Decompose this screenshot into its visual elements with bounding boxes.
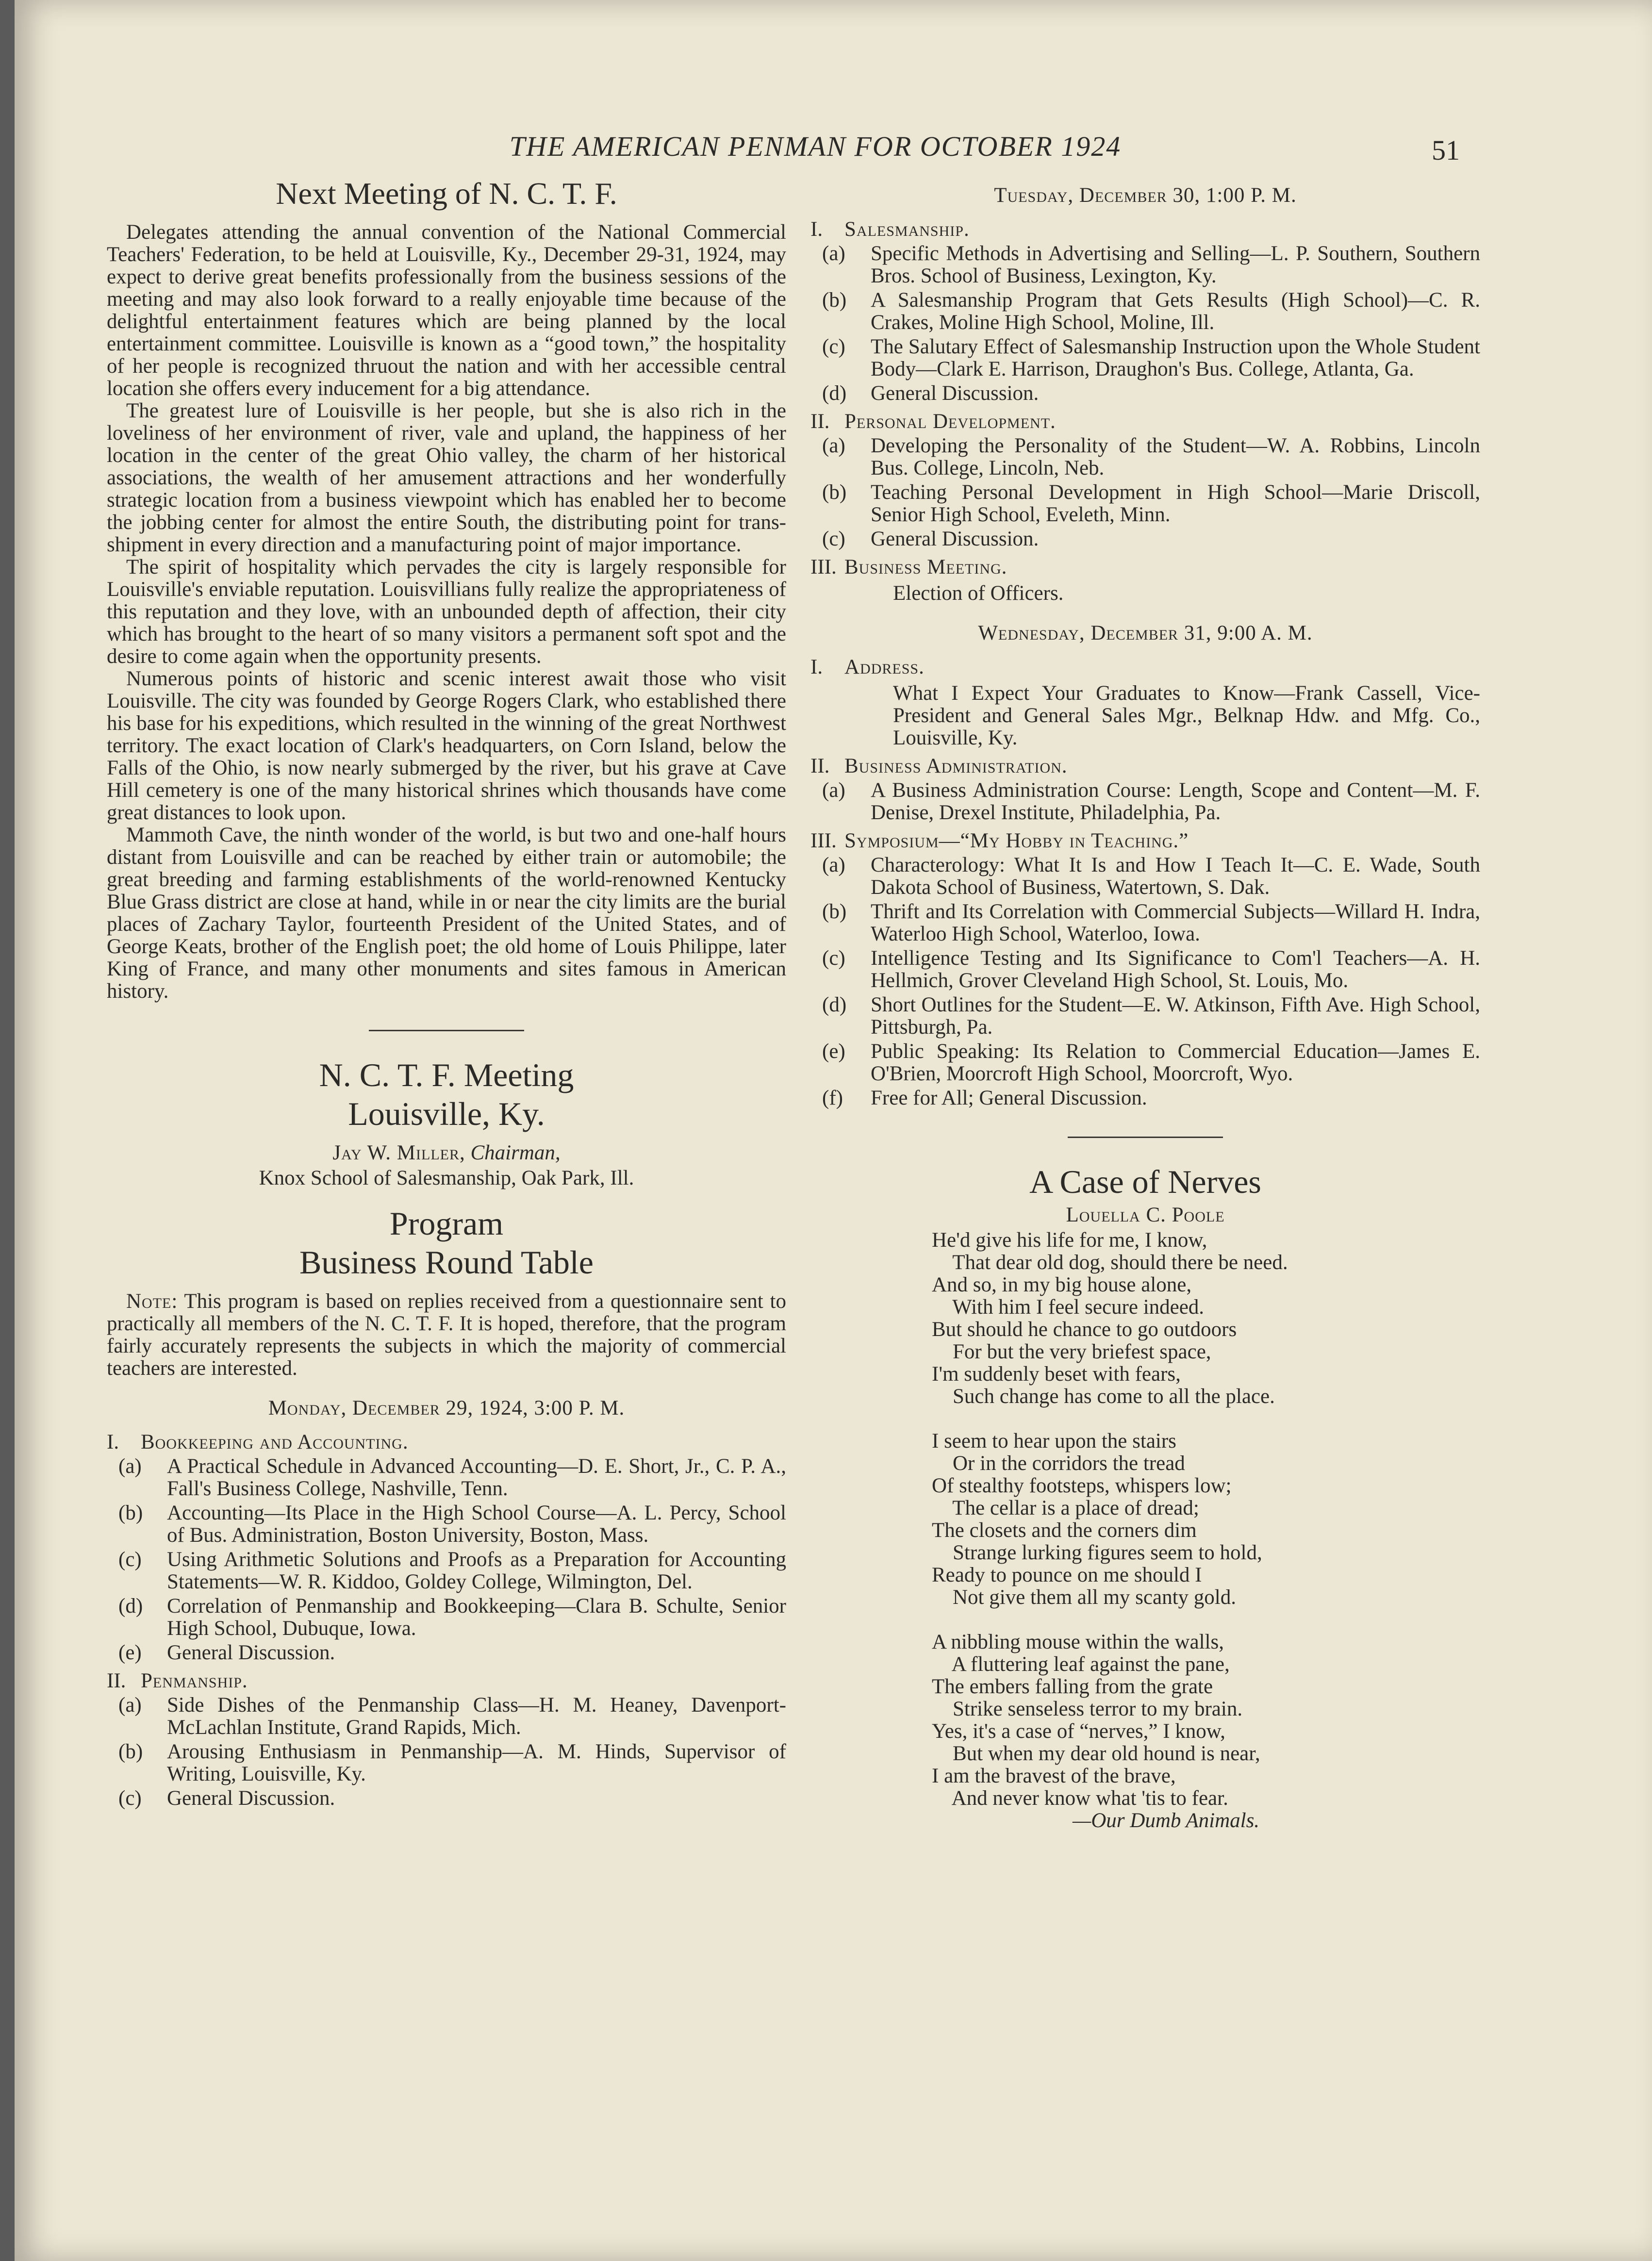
item-label: (f) <box>822 1087 843 1109</box>
item-text: A Salesmanship Program that Gets Results (High School)—C. R. Crakes, Moline High School, Moline, Ill. <box>871 289 1480 334</box>
section-title: Salesmanship. <box>844 218 970 241</box>
item-text: General Discussion. <box>871 528 1039 550</box>
poem-line: He'd give his life for me, I know, <box>932 1229 1207 1252</box>
section-title: Symposium—“My Hobby in Teaching.” <box>844 829 1189 852</box>
program-section-heading <box>810 411 1480 433</box>
program-item <box>822 854 1480 899</box>
poem-line: A fluttering leaf against the pane, <box>932 1653 1230 1676</box>
poem-line: But when my dear old hound is near, <box>932 1742 1260 1765</box>
section-number: I. <box>810 218 823 241</box>
section-title: Personal Development. <box>844 410 1056 433</box>
item-label: (c) <box>118 1548 142 1571</box>
running-head: THE AMERICAN PENMAN FOR OCTOBER 1924 <box>509 131 1122 162</box>
item-label: (b) <box>822 481 847 504</box>
program-item <box>822 481 1480 526</box>
poem-line: A nibbling mouse within the walls, <box>932 1631 1224 1653</box>
article-body <box>107 221 786 1003</box>
section-number: III. <box>810 556 837 578</box>
item-text: General Discussion. <box>871 382 1039 405</box>
poem-line: And so, in my big house alone, <box>932 1273 1192 1296</box>
program-item <box>822 947 1480 992</box>
item-label: (b) <box>822 289 847 312</box>
item-text: Side Dishes of the Penmanship Class—H. M. Heaney, Davenport-McLachlan Institute, Grand Rapids, Mich. <box>167 1694 786 1739</box>
poem-line: Strike senseless terror to my brain. <box>932 1698 1243 1720</box>
poem-stanza <box>932 1229 1480 1408</box>
item-label: (b) <box>822 900 847 923</box>
article-paragraph: The greatest lure of Louisville is her people, but she is also rich in the loveliness of her environment of river, vale and upland, the happiness of her location in the center of the great Ohio valley, the charm of her historical associations, the wealth of her amusement attractions and her wonderfully strategic location from a business viewpoint which has enabled her to become the jobbing center for almost the entire South, the distributing point for trans-shipment in every direction and a manufacturing point of major importance. <box>107 399 786 556</box>
item-label: (c) <box>822 947 845 970</box>
article-subtitle-location: Louisville, Ky. <box>348 1095 545 1132</box>
item-label: (b) <box>118 1740 143 1763</box>
section-title: Business Meeting. <box>844 556 1008 578</box>
item-text: Intelligence Testing and Its Significance to Com'l Teachers—A. H. Hellmich, Grover Cleveland High School, St. Louis, Mo. <box>871 947 1480 992</box>
program-item <box>822 1087 1480 1109</box>
program-item: Election of Officers. <box>893 582 1064 605</box>
program-item <box>118 1642 786 1664</box>
section-number: II. <box>107 1669 126 1692</box>
item-text: Teaching Personal Development in High School—Marie Driscoll, Senior High School, Eveleth, Minn. <box>871 481 1480 526</box>
program-item <box>822 336 1480 380</box>
item-label: (c) <box>822 528 845 550</box>
program-item <box>118 1595 786 1640</box>
program-item <box>822 528 1480 550</box>
item-text: The Salutary Effect of Salesmanship Instruction upon the Whole Student Body—Clark E. Harrison, Draughon's Bus. College, Atlanta, Ga. <box>871 335 1480 380</box>
program-item <box>118 1694 786 1739</box>
program-item <box>822 243 1480 287</box>
divider-rule <box>369 1030 524 1031</box>
tuesday-sessions <box>810 218 1480 605</box>
note-label: Note: <box>126 1290 178 1313</box>
program-item <box>118 1549 786 1593</box>
program-item <box>118 1741 786 1785</box>
poem-source: —Our Dumb Animals. <box>1073 1809 1260 1832</box>
poem-stanza <box>932 1430 1480 1609</box>
poem-author: Louella C. Poole <box>1066 1204 1225 1226</box>
item-label: (a) <box>822 854 845 876</box>
program-section-heading <box>107 1670 786 1692</box>
program-item <box>118 1455 786 1500</box>
article-title-meeting: N. C. T. F. Meeting <box>319 1056 574 1093</box>
section-number: II. <box>810 755 830 777</box>
item-label: (c) <box>822 335 845 358</box>
program-section-heading <box>810 656 1480 678</box>
poem-stanza <box>932 1631 1480 1810</box>
item-text: Thrift and Its Correlation with Commercial Subjects—Willard H. Indra, Waterloo High School, Waterloo, Iowa. <box>871 900 1480 945</box>
program-section-heading <box>810 218 1480 241</box>
item-text: Public Speaking: Its Relation to Commercial Education—James E. O'Brien, Moorcroft High School, Moorcroft, Wyo. <box>871 1040 1480 1085</box>
poem-line: But should he chance to go outdoors <box>932 1318 1237 1341</box>
poem-line: The embers falling from the grate <box>932 1675 1213 1698</box>
poem-line: Yes, it's a case of “nerves,” I know, <box>932 1720 1225 1743</box>
poem-line: Strange lurking figures seem to hold, <box>932 1541 1262 1564</box>
program-section-heading <box>810 755 1480 777</box>
divider-rule <box>1068 1137 1223 1138</box>
program-item <box>822 779 1480 824</box>
item-text: Accounting—Its Place in the High School Course—A. L. Percy, School of Bus. Administration, Boston University, Boston, Mass. <box>167 1502 786 1547</box>
poem-line: I'm suddenly beset with fears, <box>932 1363 1181 1386</box>
magazine-page <box>15 0 1652 2261</box>
section-number: I. <box>107 1431 119 1453</box>
section-title: Penmanship. <box>141 1669 248 1692</box>
program-item <box>118 1787 786 1810</box>
chairman-name: Jay W. Miller, <box>332 1141 465 1164</box>
round-table-title: Business Round Table <box>299 1244 594 1281</box>
article-title-next-meeting: Next Meeting of N. C. T. F. <box>276 176 617 211</box>
right-column <box>810 184 1480 1832</box>
poem-line: I am the bravest of the brave, <box>932 1765 1176 1787</box>
left-column <box>107 175 786 1812</box>
article-paragraph: Numerous points of historic and scenic interest await those who visit Louisville. The city was founded by George Rogers Clark, who established there his base for his expeditions, which resulted in the winning of the great Northwest territory. The exact location of Clark's headquarters, on Corn Island, below the Falls of the Ohio, is now nearly submerged by the river, but his grave at Cave Hill cemetery is one of the many historical shrines which thousands have come great distances to look upon. <box>107 667 786 824</box>
section-number: I. <box>810 656 823 678</box>
item-label: (d) <box>118 1595 143 1617</box>
item-label: (d) <box>822 382 847 405</box>
program-item <box>822 994 1480 1039</box>
note-text: This program is based on replies received from a questionnaire sent to practically all members of the N. C. T. F. It is hoped, therefore, that the program fairly accurately represents the subjects in which the majority of commercial teachers are interested. <box>107 1290 786 1380</box>
poem-line: Of stealthy footsteps, whispers low; <box>932 1474 1232 1497</box>
program-item <box>118 1502 786 1547</box>
item-label: (a) <box>822 779 845 802</box>
poem-line: The closets and the corners dim <box>932 1519 1197 1542</box>
item-label: (a) <box>822 242 845 265</box>
item-label: (a) <box>118 1455 142 1478</box>
program-item <box>822 901 1480 945</box>
section-title: Bookkeeping and Accounting. <box>141 1431 409 1453</box>
chairman-byline <box>107 1142 786 1164</box>
poem-line: Or in the corridors the tread <box>932 1452 1185 1475</box>
item-label: (a) <box>822 434 845 457</box>
item-text: Developing the Personality of the Student—W. A. Robbins, Lincoln Bus. College, Lincoln, Neb. <box>871 434 1480 479</box>
poem-line: Ready to pounce on me should I <box>932 1564 1202 1586</box>
item-label: (c) <box>118 1787 142 1810</box>
poem-body <box>932 1229 1480 1810</box>
monday-sessions <box>107 1431 786 1810</box>
program-item <box>822 1040 1480 1085</box>
article-paragraph: Mammoth Cave, the ninth wonder of the world, is but two and one-half hours distant from Louisville and can be reached by either train or automobile; the great breeding and farming establishments of the world-renowned Kentucky Blue Grass district are close at hand, while in or near the city limits are the burial places of Zachary Taylor, fourteenth President of the United States, and of George Keats, brother of the English poet; the old home of Louis Philippe, later King of France, and many other monuments and sites famous in American history. <box>107 824 786 1003</box>
item-text: Using Arithmetic Solutions and Proofs as a Preparation for Accounting Statements—W. R. Kiddoo, Goldey College, Wilmington, Del. <box>167 1548 786 1593</box>
program-item <box>822 435 1480 479</box>
chairman-role: Chairman, <box>470 1141 561 1164</box>
poem-line: Such change has come to all the place. <box>932 1385 1275 1408</box>
program-title: Program <box>389 1205 504 1242</box>
program-item <box>822 382 1480 405</box>
program-item <box>822 289 1480 334</box>
poem-line: With him I feel secure indeed. <box>932 1296 1205 1319</box>
day-heading-monday: Monday, December 29, 1924, 3:00 P. M. <box>268 1397 625 1419</box>
item-text: Arousing Enthusiasm in Penmanship—A. M. Hinds, Supervisor of Writing, Louisville, Ky. <box>167 1740 786 1785</box>
item-text: Free for All; General Discussion. <box>871 1087 1147 1109</box>
page-number: 51 <box>1432 134 1460 166</box>
item-label: (d) <box>822 993 847 1016</box>
poem-line: Not give them all my scanty gold. <box>932 1586 1236 1609</box>
poem-line: For but the very briefest space, <box>932 1340 1211 1363</box>
item-text: Characterology: What It Is and How I Teach It—C. E. Wade, South Dakota School of Business, Watertown, S. Dak. <box>871 854 1480 899</box>
item-text: General Discussion. <box>167 1641 335 1664</box>
chairman-school: Knox School of Salesmanship, Oak Park, Ill. <box>259 1167 634 1189</box>
program-section-heading <box>810 830 1480 852</box>
program-note <box>107 1290 786 1380</box>
item-text: A Practical Schedule in Advanced Accounting—D. E. Short, Jr., C. P. A., Fall's Business College, Nashville, Tenn. <box>167 1455 786 1500</box>
item-text: General Discussion. <box>167 1787 335 1810</box>
program-item: What I Expect Your Graduates to Know—Frank Cassell, Vice-President and General Sales Mgr., Belknap Hdw. and Mfg. Co., Louisville, Ky. <box>893 682 1480 749</box>
poem-line: And never know what 'tis to fear. <box>932 1787 1228 1810</box>
program-section-heading <box>107 1431 786 1453</box>
item-text: Short Outlines for the Student—E. W. Atkinson, Fifth Ave. High School, Pittsburgh, Pa. <box>871 993 1480 1039</box>
item-text: Specific Methods in Advertising and Selling—L. P. Southern, Southern Bros. School of Business, Lexington, Ky. <box>871 242 1480 287</box>
item-label: (e) <box>822 1040 845 1063</box>
section-title: Business Administration. <box>844 755 1068 777</box>
program-section-heading <box>810 556 1480 578</box>
item-label: (b) <box>118 1502 143 1524</box>
poem-line: That dear old dog, should there be need. <box>932 1251 1288 1274</box>
poem-title: A Case of Nerves <box>1029 1163 1261 1200</box>
poem-line: I seem to hear upon the stairs <box>932 1430 1176 1452</box>
section-number: III. <box>810 829 837 852</box>
section-title: Address. <box>844 656 925 678</box>
day-heading-wednesday: Wednesday, December 31, 9:00 A. M. <box>978 622 1313 644</box>
article-paragraph: The spirit of hospitality which pervades the city is largely responsible for Louisville's enviable reputation. Louisvillians fully realize the appropriateness of this reputation and they love, with an unbounded depth of affection, their city which has brought to the heart of so many visitors a permanent soft spot and the desire to come again when the opportunity presents. <box>107 556 786 668</box>
wednesday-sessions <box>810 656 1480 1109</box>
section-number: II. <box>810 410 830 433</box>
day-heading-tuesday: Tuesday, December 30, 1:00 P. M. <box>994 184 1297 207</box>
item-text: A Business Administration Course: Length, Scope and Content—M. F. Denise, Drexel Institute, Philadelphia, Pa. <box>871 779 1480 824</box>
item-label: (e) <box>118 1641 142 1664</box>
article-paragraph: Delegates attending the annual convention of the National Commercial Teachers' Federation, to be held at Louisville, Ky., December 29-31, 1924, may expect to derive great benefits professionally from the business sessions of the meeting and may also look forward to a really enjoyable time because of the delightful entertainment features which are being planned by the local entertainment committee. Louisville is known as a “good town,” the hospitality of her people is recognized thruout the nation and with her accessible central location she offers every inducement for a big attendance. <box>107 221 786 400</box>
item-text: Correlation of Penmanship and Bookkeeping—Clara B. Schulte, Senior High School, Dubuque, Iowa. <box>167 1595 786 1640</box>
poem-line: The cellar is a place of dread; <box>932 1497 1199 1519</box>
item-label: (a) <box>118 1694 142 1716</box>
